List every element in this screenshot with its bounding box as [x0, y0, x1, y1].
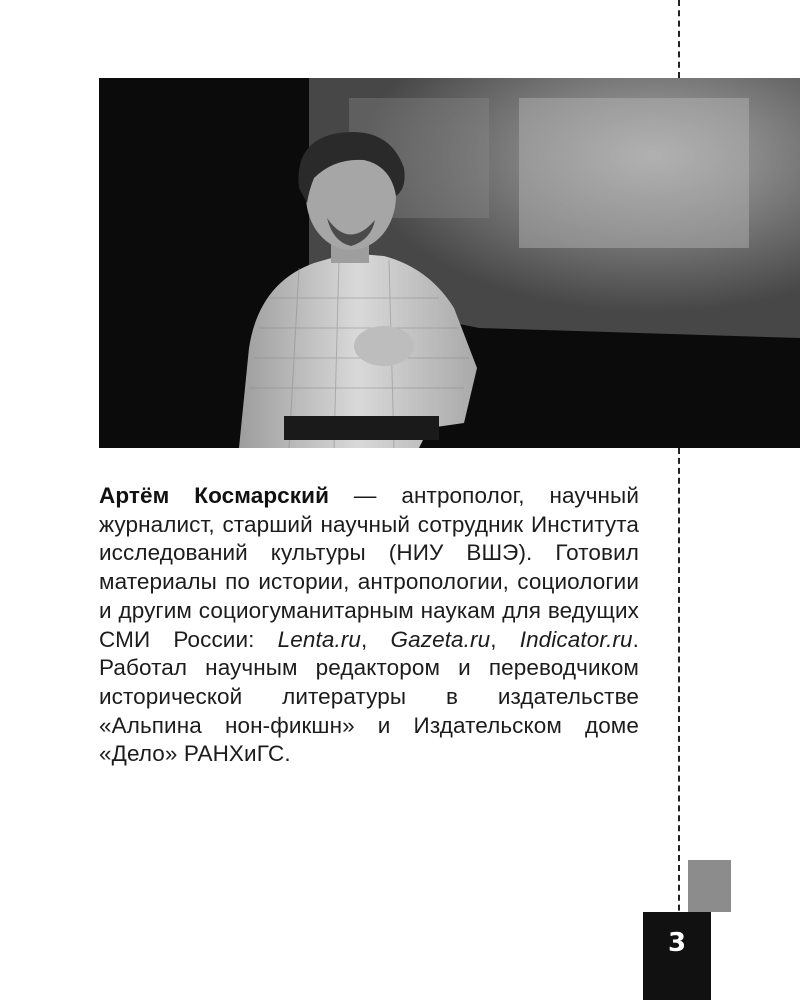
bio-separator-2: , [490, 626, 520, 652]
site-indicator: Indicator.ru [519, 626, 633, 652]
site-gazeta: Gazeta.ru [390, 626, 491, 652]
bio-separator-1: , [361, 626, 391, 652]
bio-text-part1: — антрополог, научный журналист, старший научный сотрудник Института исследований культуры (НИУ ВШЭ). Готовил материалы по истории, антропологии, социологии и другим социогуманитарным наукам для ведущих СМИ России: [99, 483, 640, 652]
author-photo [99, 78, 800, 448]
dashed-guide-line-top [678, 0, 680, 78]
bio-text-part2: . Работал научным редактором и переводчиком исторической литературы в издательстве «Альпина нон-фикшн» и Издательском доме «Дело» РАНХиГС. [99, 626, 639, 767]
page-tab-gray [688, 860, 731, 912]
site-lenta: Lenta.ru [277, 626, 362, 652]
author-bio [99, 482, 639, 769]
author-name: Артём Космарский [99, 483, 330, 508]
page-number: 3 [643, 912, 711, 1000]
